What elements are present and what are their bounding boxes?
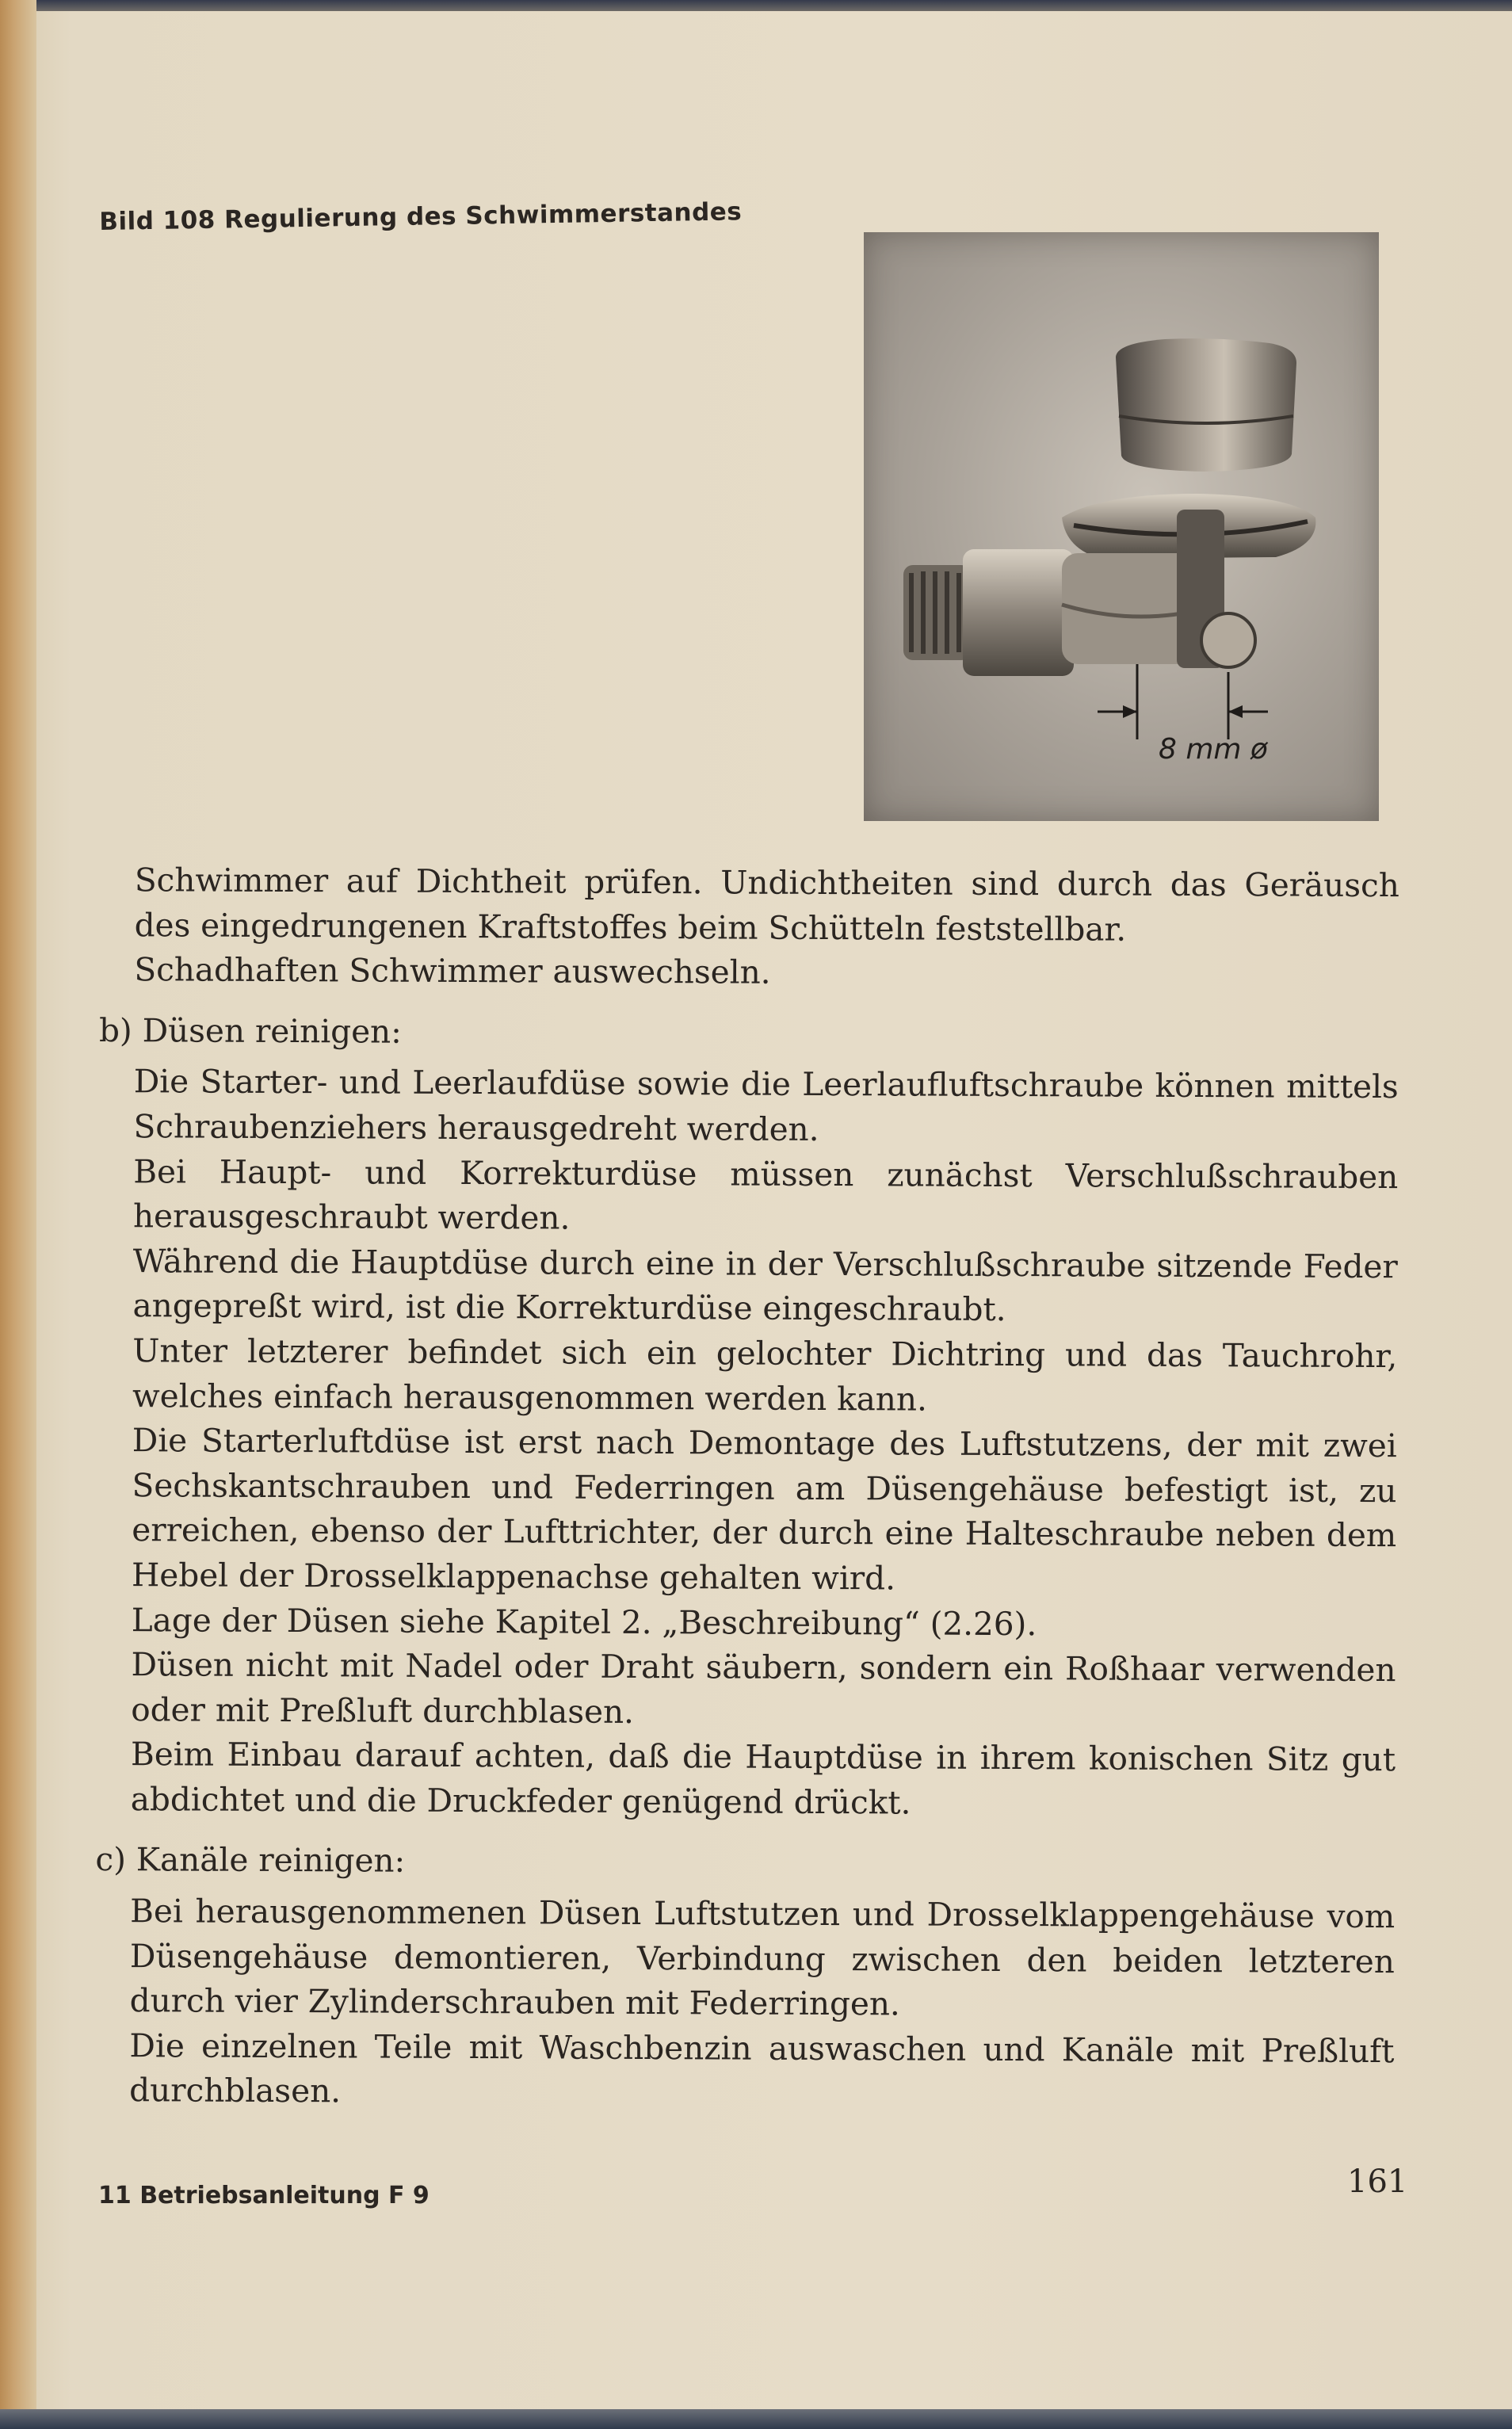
book-spine — [0, 0, 36, 2429]
dimension-label: 8 mm ø — [1159, 733, 1268, 766]
section-b-block — [96, 1059, 1399, 1827]
float-ball — [1201, 613, 1255, 667]
paragraph: Beim Einbau darauf achten, daß die Hauptdüse in ihrem konischen Sitz gut abdichtet und die Druckfeder genügend drückt. — [130, 1735, 1396, 1822]
section-heading-c: c) Kanäle reinigen: — [95, 1840, 406, 1881]
footer-signature: 11 Betriebsanleitung F 9 — [98, 2182, 430, 2209]
paragraph: Während die Hauptdüse durch eine in der Verschlußschraube sitzende Feder angepreßt wird, ist die Korrekturdüse eingeschraubt. — [132, 1241, 1398, 1329]
nozzle-housing — [963, 549, 1074, 676]
paragraph: Lage der Düsen siehe Kapitel 2. „Beschreibung“ (2.26). — [131, 1600, 1037, 1643]
figure-caption: Bild 108 Regulierung des Schwimmerstandes — [99, 197, 743, 236]
carburetor-illustration — [864, 232, 1379, 821]
paragraph: Die einzelnen Teile mit Waschbenzin auswaschen und Kanäle mit Preßluft durchblasen. — [129, 2026, 1395, 2110]
intro-block — [99, 857, 1399, 998]
page-number: 161 — [1347, 2164, 1408, 2200]
paragraph: Düsen nicht mit Nadel oder Draht säubern, sondern ein Roßhaar verwenden oder mit Preßluft durchblasen. — [131, 1645, 1396, 1731]
paragraph: Schwimmer auf Dichtheit prüfen. Undichtheiten sind durch das Geräusch des eingedrungenen Kraftstoffes beim Schütteln feststellbar. — [134, 861, 1399, 949]
body-text — [94, 857, 1399, 2118]
book-cover-edge-bottom — [0, 2409, 1512, 2429]
paragraph: Schadhaften Schwimmer auswechseln. — [134, 950, 771, 991]
book-cover-edge-top — [0, 0, 1512, 11]
paragraph: Bei herausgenommenen Düsen Luftstutzen und Drosselklappengehäuse vom Düsengehäuse demontieren, Verbindung zwischen den beiden letzteren durch vier Zylinderschrauben mit Federringen. — [129, 1892, 1396, 2023]
paragraph: Unter letzterer befindet sich ein gelochter Dichtring und das Tauchrohr, welches einfach herausgenommen werden kann. — [132, 1331, 1398, 1419]
paragraph: Die Starter- und Leerlaufdüse sowie die Leerlaufluftschraube können mittels Schraubenziehers herausgedreht werden. — [133, 1062, 1399, 1148]
paragraph: Die Starterluftdüse ist erst nach Demontage des Luftstutzens, der mit zwei Sechskantschrauben und Federringen am Düsengehäuse befestigt ist, zu erreichen, ebenso der Lufttrichter, der durch eine Halteschraube neben dem Hebel der Drosselklappenachse gehalten wird. — [131, 1421, 1397, 1598]
section-c-block — [94, 1889, 1395, 2118]
section-heading-b: b) Düsen reinigen: — [98, 1010, 402, 1051]
paragraph: Bei Haupt- und Korrekturdüse müssen zunächst Verschlußschrauben herausgeschraubt werden. — [132, 1151, 1399, 1237]
carburetor-float-photo — [864, 232, 1379, 821]
float-cap — [1116, 338, 1296, 472]
